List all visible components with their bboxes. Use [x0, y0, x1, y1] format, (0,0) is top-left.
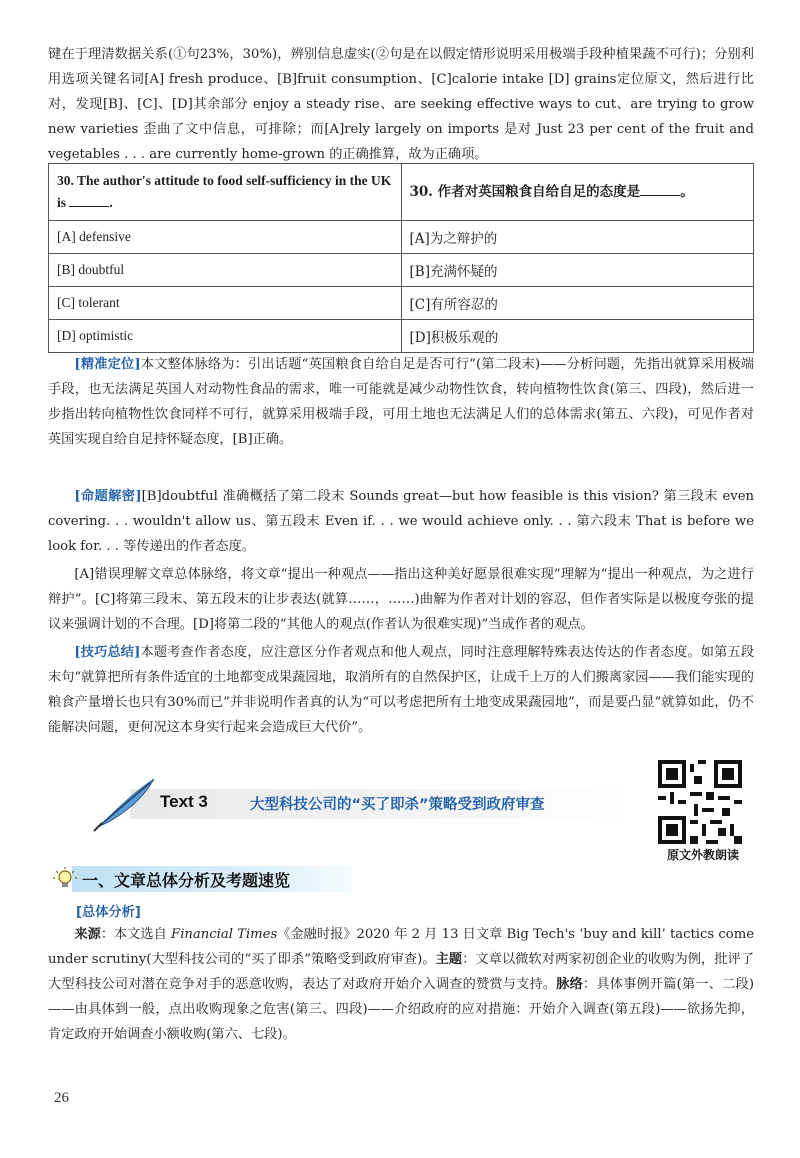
- jiqiao-tag: [技巧总结]: [74, 645, 141, 660]
- option-row-a: [49, 221, 754, 254]
- question-stem-en-text: 30. The author's attitude to food self-sufficiency in the UK is: [57, 173, 392, 210]
- jingzhun-tag: [精准定位]: [74, 357, 141, 372]
- answer-blank: [69, 193, 109, 207]
- option-zh: [C]有所容忍的: [401, 287, 754, 320]
- analysis-paragraph: [48, 922, 754, 1047]
- theme-text: ：文章以微软对两家初创企业的收购为例，批评了大型科技公司对潜在竞争对手的恶意收购，表达了对政府开始介入调查的赞赏与支持。: [48, 952, 755, 992]
- source-label: 来源: [74, 927, 101, 942]
- option-zh: [B]充满怀疑的: [401, 254, 754, 287]
- question-stem-zh-text: 30. 作者对英国粮食自给自足的态度是: [409, 184, 641, 200]
- option-row-d: [49, 320, 754, 353]
- question-stem-zh-end: 。: [680, 184, 694, 200]
- vein-text: ：具体事例开篇(第一、二段)——由具体到一般，点出收购现象之危害(第三、四段)——介绍政府的应对措施：开始介入调查(第五段)——欲扬先抑，肯定政府开始调查小额收购(第六、七段)。: [48, 977, 755, 1042]
- jiqiao-text: 本题考查作者态度，应注意区分作者观点和他人观点，同时注意理解特殊表达传达的作者态度。如第五段末句“就算把所有条件适宜的土地都变成果蔬园地，取消所有的自然保护区，让成千上万的人们搬离家园——我们能实现的粮食产量增长也只有30%而已”并非说明作者真的认为“可以考虑把所有土地变成果蔬园地”，而是要凸显“就算如此，仍不能解决问题，更何况这本身实行起来会造成巨大代价”。: [48, 645, 755, 735]
- cuowu-paragraph: [A]错误理解文章总体脉络，将文章“提出一种观点——指出这种美好愿景很难实现”理解为“提出一种观点，为之进行辩护”。[C]将第三段末、第五段末的让步表达(就算……，……)曲解为作者对计划的容忍，但作者实际是以极度夸张的提议来强调计划的不合理。[D]将第二段的“其他人的观点(作者认为很难实现)”当成作者的观点。: [48, 567, 754, 632]
- overall-analysis-tag: [总体分析]: [76, 905, 141, 920]
- option-en: [C] tolerant: [49, 287, 402, 320]
- text3-banner: [90, 775, 670, 835]
- analysis-paragraph-top: 键在于理清数据关系(①句23%，30%)，辨别信息虚实(②句是在以假定情形说明采用极端手段种植果蔬不可行)；分别利用选项关键名词[A] fresh produce、[B]fruit consumption、[C]calorie intake [D] grains定位原文，然后进行比对，发现[B]、[C]、[D]其余部分 enjoy a steady rise、are seeking effective ways to cut、are trying to grow new varieties 歪曲了文中信息，可排除；而[A]rely largely on imports 是对 Just 23 per cent of the fruit and vegetables . . . are currently home-grown 的正确推算，故为正确项。: [48, 47, 754, 162]
- text3-title: 大型科技公司的“买了即杀”策略受到政府审查: [250, 797, 545, 813]
- mingti-text: [B]doubtful 准确概括了第二段末 Sounds great—but how feasible is this vision? 第三段末 even covering. . . wouldn't allow us、第五段末 Even if. . . we would achieve only. . . 第六段末 That is before we look for. . . 等传递出的作者态度。: [48, 489, 754, 554]
- section-title: 一、文章总体分析及考题速览: [82, 871, 291, 890]
- lightbulb-icon: [52, 866, 78, 892]
- option-zh: [A]为之辩护的: [401, 221, 754, 254]
- answer-blank: [640, 182, 680, 196]
- option-en: [B] doubtful: [49, 254, 402, 287]
- text3-label: Text 3: [160, 792, 208, 811]
- theme-label: 主题: [435, 952, 463, 967]
- mingti-tag: [命题解密]: [74, 489, 142, 504]
- qr-caption: 原文外教朗读: [666, 848, 739, 862]
- vein-label: 脉络: [556, 977, 584, 992]
- question-stem-row: [49, 164, 754, 221]
- option-en: [A] defensive: [49, 221, 402, 254]
- question-30-table: [48, 163, 754, 353]
- option-row-c: [49, 287, 754, 320]
- mingti-paragraph: [48, 484, 754, 559]
- jiqiao-paragraph: [48, 640, 754, 740]
- source-publication: Financial Times: [171, 927, 278, 942]
- jingzhun-text: 本文整体脉络为：引出话题“英国粮食自给自足是否可行”(第二段末)——分析问题，先指出就算采用极端手段，也无法满足英国人对动物性食品的需求，唯一可能就是减少动物性饮食，转向植物性饮食(第三、四段)，然后进一步指出转向植物性饮食同样不可行，就算采用极端手段，可用土地也无法满足人们的总体需求(第五、六段)，可见作者对英国实现自给自足持怀疑态度，[B]正确。: [48, 357, 754, 447]
- question-stem-en: 30. The author's attitude to food self-sufficiency in the UK is .: [49, 164, 402, 221]
- option-en: [D] optimistic: [49, 320, 402, 353]
- question-stem-zh: [401, 164, 754, 221]
- source-text-b: 《金融时报》2020 年 2 月 13 日文章 Big Tech's ‘buy and kill’ tactics come under scrutiny(大型科技公司的“买了即杀”策略受到政府审查)。: [48, 927, 755, 967]
- jingzhun-paragraph: [48, 352, 754, 452]
- section-header: [52, 866, 352, 892]
- option-zh: [D]积极乐观的: [401, 320, 754, 353]
- option-row-b: [49, 254, 754, 287]
- page-number: 26: [54, 1090, 69, 1106]
- source-text-a: ：本文选自: [100, 927, 172, 942]
- feather-pen-icon: [90, 775, 160, 835]
- qr-code-icon[interactable]: [658, 760, 742, 844]
